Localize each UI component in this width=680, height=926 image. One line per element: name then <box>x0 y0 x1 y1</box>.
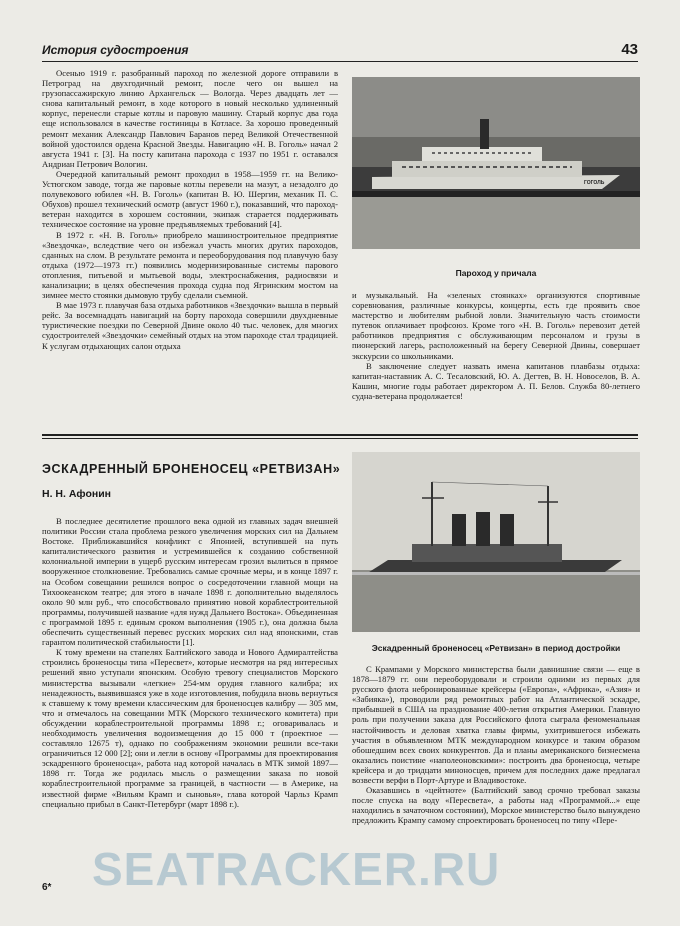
section-divider <box>42 434 638 436</box>
watermark: SEATRACKER.RU <box>92 843 501 895</box>
paragraph: В заключение следует назвать имена капитанов плавбазы отдыха: капитан-наставник А. С. Тесаловский, Ю. А. Дегтев, В. Н. Новоселов, В. А. Кашин, многие годы работает директором А. П. Белов. Служба 80-летнего судна-ветерана продолжается! <box>352 360 640 401</box>
paragraph: и музыкальный. На «зеленых стоянках» организуются спортивные соревнования, различные конкурсы, концерты, есть где проявить свое мастерство и любителям рыбной ловли. Значительную часть стоимости путевок оплачивает профсоюз. Кроме того «Н. В. Гоголь» перевозит детей работников предприятия с обслуживающим персоналом и грузы в пионерский лагерь, расположенный на берегу Северной Двины, совершает экскурсии со школьниками. <box>352 290 640 361</box>
battleship-photo <box>352 452 640 632</box>
paragraph: В 1972 г. «Н. В. Гоголь» приобрело машиностроительное предприятие «Звездочка», вследствие чего он избежал участь многих других пароходов, сданных на слом. В результате ремонта и переоборудования под плавучую базу отдыха (1972—1973 гг.) появились модернизированные системы парового отопления, питьевой и мытьевой воды, электроснабжения, радиосвязи и канализации; в целях обеспечения прохода судна под Ягринским мостом на зимнее место стоянки дымовую трубу сделали съемной. <box>42 229 338 301</box>
column-top-left <box>42 68 338 426</box>
paragraph: В мае 1973 г. плавучая база отдыха работников «Звездочки» вышла в первый рейс. За восемнадцать навигаций на борту парохода совершили двухдневные туристические поездки по Северной Двине около 40 тыс. человек, для многих судостроителей «Звездочки» семейный отдых на этом пароходе стал традицией. К услугам отдыхающих салон отдыха <box>42 300 338 351</box>
paragraph: К тому времени на стапелях Балтийского завода и Нового Адмиралтейства строились броненосцы типа «Пересвет», которые несмотря на ряд интересных решений явно уступали японским. Особую тревогу специалистов Морского министерства вызывали «легкие» 254-мм орудия главного калибра; их ненадежность, выявившаяся уже в ходе изготовления, побудила вновь вернуться к ставшему к тому времени классическим для броненосцев калибру — 305 мм, что и отмечалось на совещании МТК (Морского технического комитета) при обсуждении кораблестроительной программы 1898 г.; оговаривалась и необходимость увеличения водоизмещения до 15 000 т (проектное — составляло 12675 т), однако по соображениям экономии решили все-таки ограничиться 12 000 [2]; они и легли в основу «Программы для проектирования эскадренного броненосца», работа над которой началась в МТК зимой 1897—1898 гг. Тогда же родилась мысль о размещении заказа по новой кораблестроительной программе за границей, в частности — в Америке, на известной фирме «Вильям Крамп и сыновья», глава которой Чарльз Крамп специально прибыл в Санкт-Петербург (март 1898 г.). <box>42 647 338 809</box>
paragraph: В последнее десятилетие прошлого века одной из главных задач внешней политики России стала проблема резкого увеличения морских сил на Дальнем Востоке. Приближавшийся конфликт с Японией, вступившей на путь капиталистического развития и устремившейся к созданию собственной колониальной империи в ущерб русским интересам грозил вылиться в прямое вооруженное столкновение. Требовались самые срочные меры, и в конце 1897 г. на Особом совещании решился вопрос о сосредоточении главной мощи на Тихоокеанском театре; для этого в начале 1898 г. дополнительно выделялось около 90 млн руб., что способствовало принятию новой кораблестроительной программы, получившей название «для нужд Дальнего Востока». Объединенная с программой 1895 г. единым сроком выполнения (1905 г.), она должна была обеспечить существенный перевес русских морских сил над японскими, став гарантом политической стабильности [1]. <box>42 516 338 648</box>
battleship-illustration <box>352 452 640 632</box>
article-author: Н. Н. Афонин <box>42 488 112 500</box>
steamer-illustration <box>352 77 640 249</box>
paragraph: Очередной капитальный ремонт проходил в 1958—1959 гг. на Велико-Устюгском заводе, тогда же паровые котлы перевели на мазут, а незадолго до полувекового юбилея «Н. В. Гоголь» (капитан В. Ю. Шергин, механик П. С. Обухов) прошел технический осмотр (август 1960 г.), показавший, что пароход-ветеран находится в хорошем состоянии, экипаж старается поддерживать техническое состояние на уровне предъявляемых требований [4]. <box>42 168 338 230</box>
running-head-section: История судостроения <box>42 43 189 57</box>
paragraph: Осенью 1919 г. разобранный пароход по железной дороге отправили в Петроград на двухгодичный ремонт, после чего он вышел на грузопассажирскую линию Архангельск — Вологда. Через двадцать лет — снова капитальный ремонт, в ходе которого в новый несколько удлиненный корпус, перенесли старые котлы и паровую машину. Старый корпус два года еще использовался в качестве гостиницы в Котласе. За хорошо проведенный ремонт механик Александр Павлович Баранов перед Великой Отечественной войной удостоился ордена Красной Звезды. Навигацию «Н. В. Гоголь» начал 2 августа 1941 г. [3]. На посту капитана парохода с 1937 по 1951 г. оставался Андриан Петрович Вологин. <box>42 68 338 169</box>
page-number: 43 <box>621 41 638 58</box>
signature-mark: 6* <box>42 882 52 893</box>
column-bottom-left <box>42 516 338 876</box>
header-rule <box>42 61 638 62</box>
section-divider-thin <box>42 438 638 439</box>
paragraph: С Крампами у Морского министерства были давнишние связи — еще в 1878—1879 гг. они переоборудовали и строили одними из первых для русского флота небронированные крейсеры («Европа», «Африка», «Азия» и «Забияка»), проводили ряд ремонтных работ на Атлантической эскадре, прибывшей в США на празднование 400-летия открытия Америки. Главную роль при получении заказа для Российского флота сыграла феноменальная настойчивость и деловая хватка главы фирмы, ухитрившегося избежать участия в объявленном МТК международном конкурсе и таким образом обошедшим всех своих конкурентов. Да и планы американского бизнесмена оказались поистине «наполеоновскими»: построить два броненосца, четыре крейсера и до тридцати миноносцев, причем для последних даже предлагал возвести верфи в Порт-Артуре и Владивостоке. <box>352 664 640 786</box>
column-top-right <box>352 290 640 420</box>
paragraph: Оказавшись в «цейтноте» (Балтийский завод срочно требовал заказы после спуска на воду «Пересвета», а работы над «Программой...» еще находились в зачаточном состоянии), Морское министерство было вынуждено предложить Крампу самому спроектировать броненосец по типу «Пере- <box>352 785 640 826</box>
photo-caption-battleship: Эскадренный броненосец «Ретвизан» в период достройки <box>371 643 621 653</box>
steamer-photo <box>352 77 640 249</box>
article-title: ЭСКАДРЕННЫЙ БРОНЕНОСЕЦ «РЕТВИЗАН» <box>42 462 341 476</box>
photo-caption-steamer: Пароход у причала <box>455 268 537 278</box>
hull-lettering: ГОГОЛЬ <box>584 180 605 186</box>
